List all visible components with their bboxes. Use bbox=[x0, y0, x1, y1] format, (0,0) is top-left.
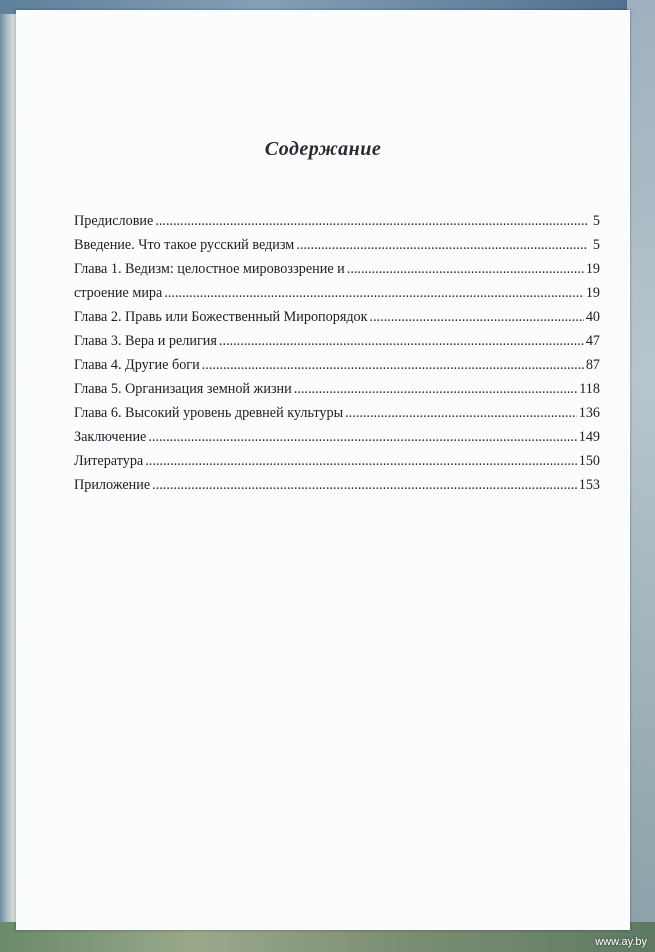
table-of-contents bbox=[74, 213, 600, 501]
toc-entry-label: Глава 3. Вера и религия bbox=[74, 333, 217, 349]
toc-entry-page: 153 bbox=[578, 477, 600, 493]
toc-entry bbox=[74, 429, 600, 453]
toc-entry-label: Глава 1. Ведизм: целостное мировоззрение и bbox=[74, 261, 345, 277]
book-page bbox=[16, 10, 630, 930]
toc-leader-dots bbox=[347, 261, 584, 278]
toc-entry-page: 47 bbox=[585, 333, 600, 349]
toc-entry-label: Предисловие bbox=[74, 213, 154, 229]
book-cover-right-edge bbox=[627, 0, 655, 952]
toc-leader-dots bbox=[370, 309, 584, 326]
toc-entry-page: 149 bbox=[578, 429, 600, 445]
toc-entry bbox=[74, 261, 600, 285]
toc-entry-page: 136 bbox=[578, 405, 600, 421]
toc-entry-page: 5 bbox=[592, 237, 600, 253]
toc-leader-dots bbox=[296, 237, 588, 254]
toc-entry-label: Введение. Что такое русский ведизм bbox=[74, 237, 295, 253]
toc-entry bbox=[74, 477, 600, 501]
toc-entry bbox=[74, 333, 600, 357]
toc-entry bbox=[74, 237, 600, 261]
toc-entry-page: 87 bbox=[585, 357, 600, 373]
toc-leader-dots bbox=[219, 333, 584, 350]
toc-entry-label: Литература bbox=[74, 453, 144, 469]
toc-leader-dots bbox=[155, 213, 588, 230]
toc-entry-label: Глава 6. Высокий уровень древней культуры bbox=[74, 405, 344, 421]
toc-leader-dots bbox=[145, 453, 576, 470]
toc-entry bbox=[74, 381, 600, 405]
toc-entry bbox=[74, 453, 600, 477]
toc-entry bbox=[74, 357, 600, 381]
toc-entry-label: строение мира bbox=[74, 285, 163, 301]
toc-entry-page: 40 bbox=[585, 309, 600, 325]
toc-entry bbox=[74, 309, 600, 333]
toc-leader-dots bbox=[345, 405, 577, 422]
toc-entry bbox=[74, 213, 600, 237]
toc-entry-page: 5 bbox=[592, 213, 600, 229]
toc-entry bbox=[74, 285, 600, 309]
toc-leader-dots bbox=[152, 477, 577, 494]
toc-entry-label: Глава 5. Организация земной жизни bbox=[74, 381, 292, 397]
toc-entry-page: 19 bbox=[585, 261, 600, 277]
toc-entry-page: 19 bbox=[585, 285, 600, 301]
page-title: Содержание bbox=[264, 138, 382, 160]
toc-leader-dots bbox=[202, 357, 584, 374]
watermark: www.ay.by bbox=[595, 936, 647, 948]
toc-leader-dots bbox=[294, 381, 577, 398]
toc-entry-label: Глава 2. Правь или Божественный Миропорядок bbox=[74, 309, 368, 325]
toc-entry bbox=[74, 405, 600, 429]
toc-entry-page: 150 bbox=[578, 453, 600, 469]
toc-entry-label: Глава 4. Другие боги bbox=[74, 357, 200, 373]
toc-entry-label: Приложение bbox=[74, 477, 151, 493]
toc-entry-label: Заключение bbox=[74, 429, 147, 445]
toc-leader-dots bbox=[148, 429, 576, 446]
toc-entry-page: 118 bbox=[579, 381, 600, 397]
toc-leader-dots bbox=[164, 285, 583, 302]
